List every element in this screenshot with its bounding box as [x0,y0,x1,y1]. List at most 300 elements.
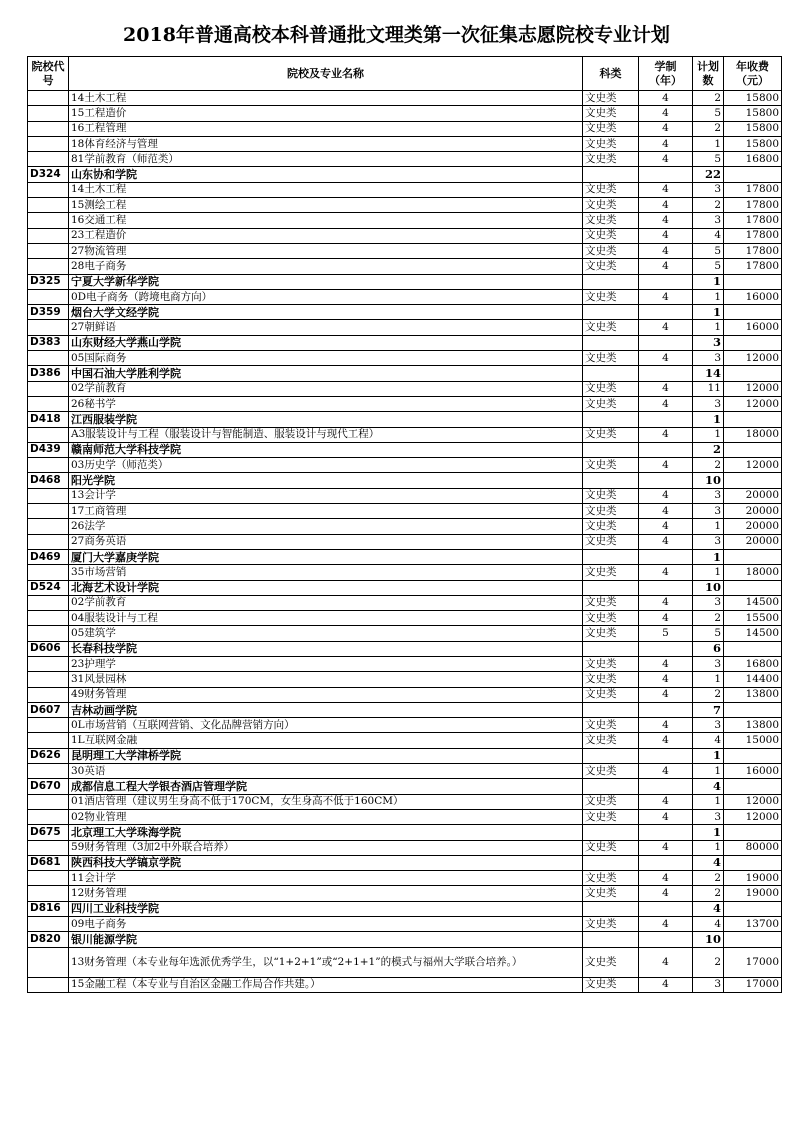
plan-count: 1 [693,748,724,763]
annual-fee: 14500 [724,595,782,610]
school-name: 宁夏大学新华学院 [69,274,583,289]
major-name: 05建筑学 [69,626,583,641]
plan-count: 1 [693,519,724,534]
major-name: 05国际商务 [69,351,583,366]
school-row [28,825,782,840]
school-name: 阳光学院 [69,473,583,488]
subject-category [583,580,639,595]
subject-category [583,473,639,488]
plan-count: 3 [693,396,724,411]
plan-count: 2 [693,198,724,213]
header-code: 院校代号 [28,57,69,91]
school-row [28,580,782,595]
school-row [28,473,782,488]
school-code [28,228,69,243]
school-code: D607 [28,702,69,717]
plan-count: 3 [693,351,724,366]
school-row [28,274,782,289]
plan-count: 4 [693,733,724,748]
annual-fee [724,932,782,947]
school-code: D468 [28,473,69,488]
school-name: 陕西科技大学镐京学院 [69,855,583,870]
study-years [639,901,693,916]
major-name: 11会计学 [69,871,583,886]
plan-count: 1 [693,565,724,580]
subject-category: 文史类 [583,427,639,442]
subject-category [583,167,639,182]
school-name: 银川能源学院 [69,932,583,947]
plan-count: 1 [693,274,724,289]
school-code: D324 [28,167,69,182]
school-row [28,779,782,794]
major-row [28,198,782,213]
annual-fee: 17800 [724,198,782,213]
annual-fee: 16000 [724,320,782,335]
subject-category [583,901,639,916]
study-years: 4 [639,794,693,809]
major-name: 17工商管理 [69,504,583,519]
plan-count: 10 [693,932,724,947]
major-row [28,91,782,106]
subject-category: 文史类 [583,809,639,824]
subject-category: 文史类 [583,687,639,702]
annual-fee: 19000 [724,886,782,901]
plan-count: 2 [693,442,724,457]
school-name: 北京理工大学珠海学院 [69,825,583,840]
plan-count: 3 [693,977,724,992]
major-row [28,213,782,228]
subject-category [583,702,639,717]
subject-category: 文史类 [583,656,639,671]
major-row [28,243,782,258]
school-code: D675 [28,825,69,840]
annual-fee: 15800 [724,121,782,136]
school-name: 厦门大学嘉庚学院 [69,549,583,564]
major-row [28,121,782,136]
major-name: 35市场营销 [69,565,583,580]
study-years: 4 [639,351,693,366]
school-code [28,427,69,442]
study-years: 4 [639,565,693,580]
study-years: 4 [639,687,693,702]
major-name: 16工程管理 [69,121,583,136]
study-years: 4 [639,809,693,824]
subject-category [583,442,639,457]
school-code [28,458,69,473]
plan-count: 2 [693,121,724,136]
study-years [639,855,693,870]
plan-count: 1 [693,549,724,564]
plan-count: 4 [693,779,724,794]
school-code [28,504,69,519]
header-name: 院校及专业名称 [69,57,583,91]
study-years: 4 [639,289,693,304]
subject-category: 文史类 [583,947,639,977]
school-code [28,152,69,167]
plan-count: 4 [693,855,724,870]
subject-category [583,779,639,794]
study-years: 4 [639,534,693,549]
plan-count: 3 [693,718,724,733]
major-row [28,106,782,121]
annual-fee: 12000 [724,396,782,411]
plan-count: 1 [693,427,724,442]
annual-fee [724,366,782,381]
subject-category: 文史类 [583,91,639,106]
school-code: D820 [28,932,69,947]
major-row [28,809,782,824]
header-category: 科类 [583,57,639,91]
annual-fee [724,641,782,656]
major-row [28,764,782,779]
subject-category [583,274,639,289]
annual-fee [724,748,782,763]
major-name: 26法学 [69,519,583,534]
plan-count: 1 [693,825,724,840]
major-row [28,611,782,626]
study-years: 4 [639,427,693,442]
subject-category: 文史类 [583,228,639,243]
annual-fee: 15800 [724,91,782,106]
school-row [28,641,782,656]
major-row [28,519,782,534]
annual-fee: 13700 [724,917,782,932]
major-name: 16交通工程 [69,213,583,228]
subject-category: 文史类 [583,794,639,809]
plan-count: 5 [693,626,724,641]
school-code [28,198,69,213]
major-row [28,733,782,748]
major-row [28,259,782,274]
study-years: 4 [639,182,693,197]
school-row [28,305,782,320]
annual-fee: 13800 [724,718,782,733]
school-code [28,243,69,258]
annual-fee: 14500 [724,626,782,641]
major-name: 0D电子商务（跨境电商方向） [69,289,583,304]
major-row [28,289,782,304]
subject-category: 文史类 [583,626,639,641]
plan-count: 3 [693,213,724,228]
table-body [28,91,782,993]
school-row [28,932,782,947]
subject-category [583,641,639,656]
major-name: 27物流管理 [69,243,583,258]
study-years: 4 [639,977,693,992]
school-code [28,106,69,121]
plan-count: 4 [693,901,724,916]
subject-category: 文史类 [583,351,639,366]
annual-fee [724,549,782,564]
school-name: 成都信息工程大学银杏酒店管理学院 [69,779,583,794]
school-code [28,871,69,886]
major-name: 13会计学 [69,488,583,503]
annual-fee: 17800 [724,228,782,243]
study-years: 4 [639,381,693,396]
major-row [28,320,782,335]
school-code [28,351,69,366]
major-row [28,977,782,992]
study-years: 4 [639,396,693,411]
subject-category: 文史类 [583,733,639,748]
school-name: 昆明理工大学津桥学院 [69,748,583,763]
major-row [28,152,782,167]
study-years: 5 [639,626,693,641]
school-name: 山东财经大学燕山学院 [69,335,583,350]
major-name: 15测绘工程 [69,198,583,213]
subject-category: 文史类 [583,504,639,519]
plan-count: 5 [693,106,724,121]
plan-count: 2 [693,871,724,886]
school-code: D386 [28,366,69,381]
school-row [28,549,782,564]
annual-fee: 14400 [724,672,782,687]
school-row [28,366,782,381]
major-name: 13财务管理（本专业每年选派优秀学生，以“1+2+1”或“2+1+1”的模式与福州大学联合培养。） [69,947,583,977]
major-row [28,672,782,687]
plan-count: 5 [693,152,724,167]
subject-category [583,932,639,947]
subject-category: 文史类 [583,886,639,901]
major-name: A3服装设计与工程（服装设计与智能制造、服装设计与现代工程） [69,427,583,442]
plan-count: 1 [693,840,724,855]
school-code: D626 [28,748,69,763]
plan-count: 4 [693,917,724,932]
study-years: 4 [639,947,693,977]
plan-count: 5 [693,259,724,274]
subject-category: 文史类 [583,198,639,213]
plan-count: 22 [693,167,724,182]
plan-count: 2 [693,91,724,106]
school-code [28,840,69,855]
subject-category: 文史类 [583,764,639,779]
plan-count: 2 [693,611,724,626]
major-row [28,687,782,702]
subject-category: 文史类 [583,871,639,886]
study-years [639,549,693,564]
annual-fee: 15500 [724,611,782,626]
annual-fee: 20000 [724,534,782,549]
plan-count: 2 [693,687,724,702]
school-code [28,121,69,136]
study-years: 4 [639,595,693,610]
major-row [28,136,782,151]
annual-fee [724,442,782,457]
study-years [639,366,693,381]
major-row [28,458,782,473]
annual-fee [724,580,782,595]
school-name: 烟台大学文经学院 [69,305,583,320]
study-years: 4 [639,213,693,228]
subject-category: 文史类 [583,917,639,932]
plan-count: 2 [693,458,724,473]
school-code: D816 [28,901,69,916]
major-name: 04服装设计与工程 [69,611,583,626]
school-code: D606 [28,641,69,656]
subject-category: 文史类 [583,381,639,396]
school-code [28,91,69,106]
plan-count: 10 [693,473,724,488]
study-years: 4 [639,136,693,151]
study-years: 4 [639,718,693,733]
major-row [28,381,782,396]
major-name: 0L市场营销（互联网营销、文化品牌营销方向） [69,718,583,733]
school-code [28,611,69,626]
subject-category: 文史类 [583,718,639,733]
school-code [28,182,69,197]
major-row [28,534,782,549]
annual-fee: 17000 [724,977,782,992]
plan-count: 7 [693,702,724,717]
study-years [639,779,693,794]
plan-count: 3 [693,809,724,824]
subject-category: 文史类 [583,182,639,197]
annual-fee: 18000 [724,565,782,580]
school-code [28,289,69,304]
annual-fee: 12000 [724,458,782,473]
annual-fee: 20000 [724,488,782,503]
major-row [28,886,782,901]
annual-fee: 12000 [724,351,782,366]
study-years: 4 [639,121,693,136]
major-row [28,504,782,519]
plan-count: 10 [693,580,724,595]
study-years [639,641,693,656]
subject-category: 文史类 [583,396,639,411]
header-years: 学制（年） [639,57,693,91]
major-name: 14土木工程 [69,91,583,106]
annual-fee: 19000 [724,871,782,886]
annual-fee: 15800 [724,106,782,121]
annual-fee: 17800 [724,213,782,228]
annual-fee: 20000 [724,519,782,534]
header-fee: 年收费（元） [724,57,782,91]
school-code [28,565,69,580]
school-code: D681 [28,855,69,870]
school-code [28,259,69,274]
subject-category [583,855,639,870]
subject-category: 文史类 [583,595,639,610]
study-years: 4 [639,656,693,671]
plan-count: 4 [693,228,724,243]
school-code [28,656,69,671]
major-name: 15工程造价 [69,106,583,121]
subject-category: 文史类 [583,136,639,151]
major-row [28,794,782,809]
plan-count: 2 [693,947,724,977]
major-name: 01酒店管理（建议男生身高不低于170CM，女生身高不低于160CM） [69,794,583,809]
school-code: D439 [28,442,69,457]
major-row [28,871,782,886]
annual-fee: 17800 [724,259,782,274]
school-name: 长春科技学院 [69,641,583,656]
major-name: 81学前教育（师范类） [69,152,583,167]
study-years [639,825,693,840]
plan-count: 1 [693,289,724,304]
plan-count: 1 [693,672,724,687]
annual-fee: 15000 [724,733,782,748]
major-name: 09电子商务 [69,917,583,932]
major-row [28,947,782,977]
study-years: 4 [639,871,693,886]
school-code [28,809,69,824]
school-code [28,626,69,641]
table-header-row [28,57,782,91]
subject-category: 文史类 [583,320,639,335]
annual-fee: 16000 [724,764,782,779]
study-years [639,580,693,595]
school-name: 江西服装学院 [69,412,583,427]
major-row [28,595,782,610]
plan-count: 2 [693,886,724,901]
school-code [28,213,69,228]
annual-fee [724,702,782,717]
major-name: 31风景园林 [69,672,583,687]
major-name: 12财务管理 [69,886,583,901]
major-name: 1L互联网金融 [69,733,583,748]
school-row [28,702,782,717]
study-years: 4 [639,91,693,106]
major-name: 28电子商务 [69,259,583,274]
plan-count: 1 [693,136,724,151]
annual-fee: 13800 [724,687,782,702]
subject-category [583,825,639,840]
study-years: 4 [639,488,693,503]
school-code [28,794,69,809]
annual-fee [724,167,782,182]
annual-fee [724,305,782,320]
study-years: 4 [639,320,693,335]
school-row [28,412,782,427]
school-code [28,977,69,992]
plan-count: 3 [693,504,724,519]
major-name: 02学前教育 [69,595,583,610]
major-name: 03历史学（师范类） [69,458,583,473]
school-name: 吉林动画学院 [69,702,583,717]
major-row [28,718,782,733]
study-years: 4 [639,243,693,258]
subject-category: 文史类 [583,977,639,992]
major-row [28,396,782,411]
subject-category: 文史类 [583,259,639,274]
school-code [28,718,69,733]
major-name: 02物业管理 [69,809,583,824]
school-code: D383 [28,335,69,350]
school-row [28,901,782,916]
subject-category [583,366,639,381]
annual-fee: 20000 [724,504,782,519]
major-name: 02学前教育 [69,381,583,396]
major-name: 30英语 [69,764,583,779]
header-plan: 计划数 [693,57,724,91]
study-years: 4 [639,611,693,626]
school-row [28,748,782,763]
school-code [28,672,69,687]
subject-category [583,412,639,427]
subject-category: 文史类 [583,519,639,534]
annual-fee [724,901,782,916]
school-code [28,534,69,549]
annual-fee [724,412,782,427]
study-years [639,167,693,182]
subject-category [583,335,639,350]
plan-count: 3 [693,488,724,503]
subject-category: 文史类 [583,152,639,167]
annual-fee [724,825,782,840]
school-code: D325 [28,274,69,289]
major-name: 23护理学 [69,656,583,671]
major-name: 59财务管理（3加2中外联合培养） [69,840,583,855]
